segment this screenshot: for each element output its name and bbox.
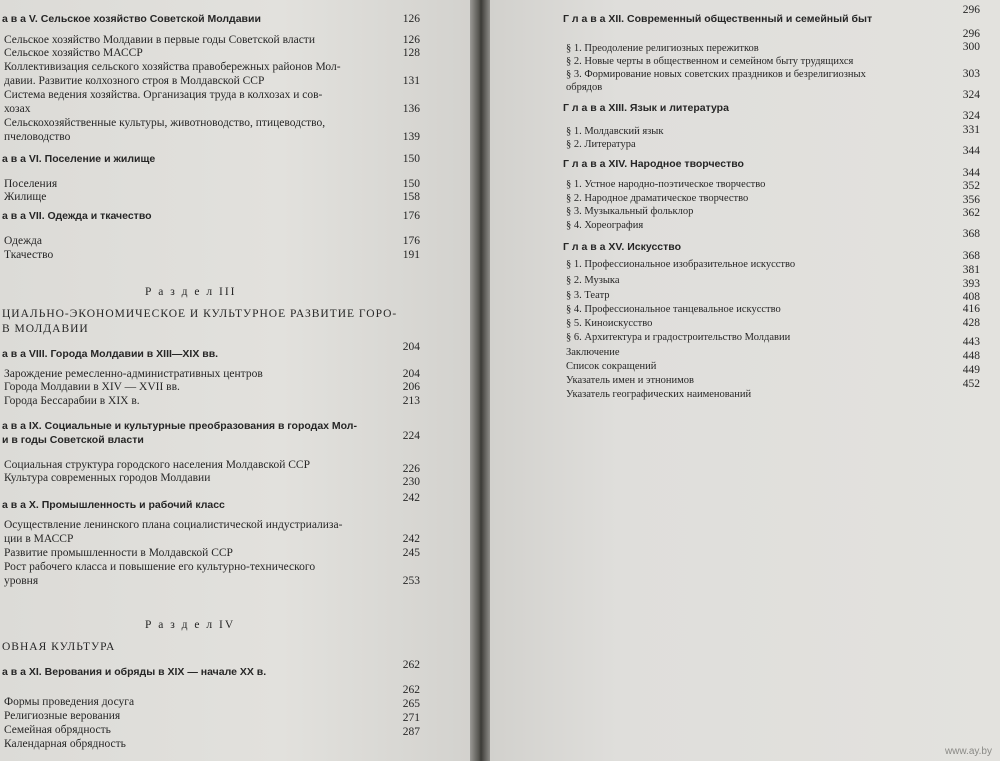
toc-page: 362 [962,207,980,219]
toc-item: Сельское хозяйство Молдавии в первые годы Советской власти [4,34,315,46]
toc-item: хозах [4,103,31,115]
toc-page: 443 [962,336,980,348]
chapter-title: а в а VII. Одежда и ткачество [2,210,152,222]
section-title: ЦИАЛЬНО-ЭКОНОМИЧЕСКОЕ И КУЛЬТУРНОЕ РАЗВИТИЕ ГОРО- [2,308,398,320]
chapter-title: а в а X. Промышленность и рабочий класс [2,499,225,511]
chapter-page: 324 [962,89,980,101]
toc-item: § 1. Молдавский язык [566,126,664,137]
section-heading: Р а з д е л III [145,286,237,298]
chapter-page: 368 [962,228,980,240]
toc-item: Рост рабочего класса и повышение его культурно-технического [4,561,316,573]
toc-page: 344 [962,167,980,179]
toc-item: Социальная структура городского населения Молдавской ССР [4,459,311,471]
toc-item: Ткачество [4,249,54,261]
toc-page: 296 [962,28,980,40]
chapter-title: а в а IX. Социальные и культурные преобразования в городах Мол- [2,420,357,432]
toc-item: § 4. Хореография [566,220,644,231]
chapter-page: 204 [402,341,420,353]
chapter-page: 126 [402,13,420,25]
toc-page: 287 [402,726,420,738]
chapter-page: 242 [402,492,420,504]
toc-page: 449 [962,364,980,376]
toc-page: 356 [962,194,980,206]
toc-page: 226 [402,463,420,475]
toc-page: 176 [402,235,420,247]
toc-page: 300 [962,41,980,53]
toc-page: 428 [962,317,980,329]
toc-page: 324 [962,110,980,122]
chapter-page: 224 [402,430,420,442]
chapter-title: Г л а в а XV. Искусство [563,241,681,253]
toc-item: § 1. Профессиональное изобразительное искусство [566,259,796,270]
section-heading: Р а з д е л IV [145,619,236,631]
toc-item: Жилище [4,191,47,203]
toc-item: Города Молдавии в XIV — XVII вв. [4,381,180,393]
toc-item: Зарождение ремесленно-административных центров [4,368,263,380]
toc-page: 452 [962,378,980,390]
toc-page: 352 [962,180,980,192]
chapter-title: Г л а в а XIII. Язык и литература [563,102,729,114]
chapter-title: Г л а в а XIV. Народное творчество [563,158,744,170]
toc-page: 230 [402,476,420,488]
toc-page: 368 [962,250,980,262]
toc-item: Поселения [4,178,58,190]
toc-item: Осуществление ленинского плана социалистической индустриализа- [4,519,343,531]
toc-item: Одежда [4,235,43,247]
toc-item: Развитие промышленности в Молдавской ССР [4,547,233,559]
toc-item: Семейная обрядность [4,724,111,736]
toc-page: 408 [962,291,980,303]
toc-item: Календарная обрядность [4,738,126,750]
chapter-title: а в а XI. Верования и обряды в XIX — начале XX в. [2,666,267,678]
toc-page: 206 [402,381,420,393]
toc-item: § 2. Народное драматическое творчество [566,193,749,204]
toc-item: § 3. Музыкальный фольклор [566,206,694,217]
toc-page: 128 [402,47,420,59]
toc-item: давии. Развитие колхозного строя в Молдавской ССР [4,75,265,87]
chapter-page: 150 [402,153,420,165]
toc-item: Сельское хозяйство МАССР [4,47,143,59]
toc-page: 191 [402,249,420,261]
chapter-page: 296 [962,4,980,16]
toc-item: § 2. Литература [566,139,636,150]
toc-item: § 1. Устное народно-поэтическое творчество [566,179,766,190]
toc-item: уровня [4,575,39,587]
toc-page: 393 [962,278,980,290]
toc-item: § 2. Новые черты в общественном и семейном быту трудящихся [566,56,854,67]
toc-page: 150 [402,178,420,190]
toc-page: 213 [402,395,420,407]
watermark: www.ay.by [944,746,992,757]
toc-page: 131 [402,75,420,87]
toc-item: § 4. Профессиональное танцевальное искусство [566,304,781,315]
toc-item: § 1. Преодоление религиозных пережитков [566,43,759,54]
toc-item: Формы проведения досуга [4,696,135,708]
chapter-title: а в а VI. Поселение и жилище [2,153,156,165]
chapter-title: а в а V. Сельское хозяйство Советской Молдавии [2,13,261,25]
toc-page: 158 [402,191,420,203]
toc-page: 416 [962,303,980,315]
chapter-page: 262 [402,659,420,671]
toc-item: Культура современных городов Молдавии [4,472,211,484]
toc-item: Коллективизация сельского хозяйства правобережных районов Мол- [4,61,341,73]
toc-page: 271 [402,712,420,724]
chapter-page: 344 [962,145,980,157]
toc-page: 303 [962,68,980,80]
toc-item: обрядов [566,82,603,93]
toc-item: § 3. Театр [566,290,610,301]
toc-page: 262 [402,684,420,696]
toc-page: 242 [402,533,420,545]
section-title: В МОЛДАВИИ [2,323,89,335]
toc-page: 381 [962,264,980,276]
toc-item: Религиозные верования [4,710,121,722]
toc-item: § 5. Киноискусство [566,318,653,329]
chapter-title: а в а VIII. Города Молдавии в XIII—XIX вв. [2,348,219,360]
toc-page: 265 [402,698,420,710]
toc-page: 126 [402,34,420,46]
chapter-page: 176 [402,210,420,222]
toc-item: Города Бессарабии в XIX в. [4,395,140,407]
toc-item: Сельскохозяйственные культуры, животноводство, птицеводство, [4,117,326,129]
chapter-title: и в годы Советской власти [2,434,144,446]
toc-item: пчеловодство [4,131,71,143]
toc-page: 245 [402,547,420,559]
book-gutter [470,0,490,761]
toc-page: 331 [962,124,980,136]
toc-item: § 2. Музыка [566,275,620,286]
toc-item: Указатель имен и этнонимов [566,375,695,386]
toc-page: 204 [402,368,420,380]
toc-item: Указатель географических наименований [566,389,752,400]
toc-item: Список сокращений [566,361,657,372]
toc-item: Заключение [566,347,620,358]
toc-page: 136 [402,103,420,115]
toc-page: 139 [402,131,420,143]
toc-item: § 3. Формирование новых советских праздников и безрелигиозных [566,69,866,80]
toc-item: Система ведения хозяйства. Организация труда в колхозах и сов- [4,89,323,101]
section-title: ОВНАЯ КУЛЬТУРА [2,641,116,653]
toc-item: ции в МАССР [4,533,74,545]
toc-item: § 6. Архитектура и градостроительство Молдавии [566,332,791,343]
toc-page: 253 [402,575,420,587]
chapter-title: Г л а в а XII. Современный общественный и семейный быт [563,13,873,25]
toc-page: 448 [962,350,980,362]
